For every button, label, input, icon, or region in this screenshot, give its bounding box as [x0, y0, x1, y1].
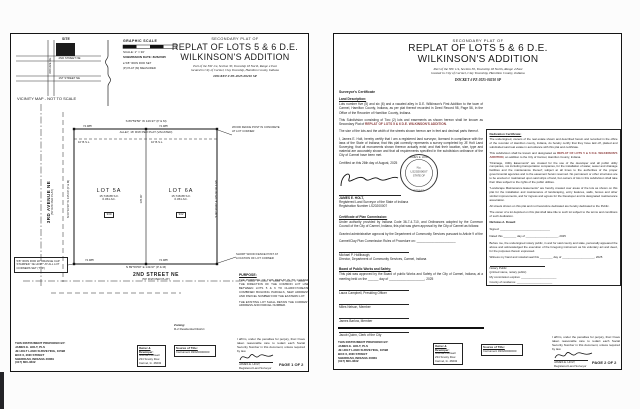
lot-6a-area-sf: 15,748.88 S.F. [171, 193, 191, 198]
dim-west: N 00°10'30" W 135.00' (P & M) [66, 179, 70, 219]
bearing-top: S 89°59'50" W 149.97' (P & M) [125, 119, 167, 123]
plat-page-1 [10, 33, 309, 372]
title-line-1: SECONDARY PLAT OF [211, 37, 259, 41]
title-subtitle-2: located in City of Carmel, Clay Township, Hamilton County, Indiana [431, 71, 525, 76]
page-number: PAGE 1 OF 2 [279, 362, 304, 367]
notary-witness-line: Witness my hand and notarial seal this ________ day of ____________________, 2025 [489, 255, 603, 260]
plan-commission-p3: Carmel/Clay Plan Commission Rules of Procedure on: ______________________ [339, 238, 456, 243]
owner-label: Owner & Developer: [139, 346, 154, 354]
bsl-left: 10' B.S.L. [78, 139, 91, 144]
title-line-1: SECONDARY PLAT OF [452, 38, 504, 43]
owner-developer-box [433, 343, 463, 365]
street-2nd-street-rw: (50' R/W PER PLAT) [142, 277, 170, 281]
signer-block [554, 360, 588, 368]
title-line-2: REPLAT OF LOTS 5 & 6 D.E. [408, 43, 548, 55]
prepared-line: SHERIDAN, INDIANA 46069 [15, 356, 54, 361]
docket-number: DOCKET # PZ-2025-00210 SP [454, 77, 502, 82]
prepared-line: THIS INSTRUMENT PREPARED BY: [338, 340, 389, 344]
graphic-scale-title: GRAPHIC SCALE [123, 39, 158, 43]
purpose-note [239, 273, 309, 308]
lot-5a-area-sf: 15,748.88 S.F. [99, 193, 119, 198]
prepared-line: (317) 800-4632 [338, 359, 359, 364]
note-fence-se: SHORT WOOD FENCE POST AT LOCATION OF LOT CORNER [236, 252, 279, 260]
street-2nd-street-name: 2ND STREET NE [133, 272, 179, 278]
plan-commission-heading: Certificate of Plan Commission: [339, 214, 388, 219]
land-description-p2 [339, 118, 483, 126]
dim-top-right: 74.985' [159, 124, 169, 128]
legend-iron-rod: ● 5/8" IRON ROD SET [123, 61, 152, 65]
p2-post: . [446, 122, 447, 127]
title-subtitle-1: Part of the NW 1/4, Section 30, Township 18 North, Range 4 East [433, 67, 523, 72]
dedication-owner-name: Nicholas A. Dowell [489, 220, 516, 225]
street-3rd-avenue-rw: (50' R/W PER PLAT) [50, 189, 55, 215]
certified-date: Certified on this 26th day of August, 2025 [339, 160, 398, 165]
owner-name: Joshua A Dowell [435, 351, 456, 356]
dedication-p3: "Drainage, Utility Easements" are created for the use of the developer and all public utility companies, not including transportation companies, for the installation of water, sewer and drainage facilities and the maintenance thereof; subject at all times to the authorities of the proper governmental agencies and to the easement herein reserved. No permanent or other structures are to be erected or maintained upon said strips of land, but owners of lots in this subdivision shall take their titles subject to the rights of the public utilities. [489, 160, 618, 185]
surveyor-signature [339, 168, 401, 192]
surveyor-statement: I, James E. Holt, hereby certify that I am a registered land surveyor, licensed in compliance with the laws of the State of Indiana; that this plat correctly represents a survey completed by JE Holt Land Surveying; that all monuments shown thereon actually exist; and that their location, size, type and material are accurately shown and that all requirements specified in the subdivision ordinance of the City of Carmel have been met. [339, 136, 483, 158]
plat-page-2 [333, 33, 622, 370]
lot-6a-label [153, 188, 209, 220]
surveyor-certificate-column [339, 90, 483, 338]
purpose-p2: THE EXISTING LOT SHALL RETAIN THE CURRENT ADDRESS AND PARCEL NUMBER. [239, 299, 309, 308]
lot-5a-label [81, 188, 137, 220]
land-description-heading: Land Description: [339, 96, 367, 101]
notary-county: County of residence: ______________________ [489, 280, 553, 285]
title-block-2 [391, 38, 565, 83]
dedication-p2 [490, 152, 618, 160]
surveyor-certificate-heading: Surveyor's Certificate [339, 90, 376, 94]
note-fence-ne: WOOD FENCE POST IN CONCRETE AT LOT CORNER [232, 125, 280, 133]
purpose-heading: PURPOSE: [239, 273, 257, 277]
seal-state: STATE OF [412, 174, 426, 178]
bpw-sign-1: Laura Campbell, Presiding Officer [339, 290, 409, 295]
hollibaugh-title: Director, Department of Community Services, Carmel, Indiana [339, 257, 427, 262]
section-line-symbol [106, 40, 111, 106]
seal-indiana: INDIANA [413, 188, 425, 193]
title-block [163, 37, 307, 78]
prepared-line: THIS INSTRUMENT PREPARED BY: [15, 341, 66, 345]
dim-bot-left: 74.985' [85, 257, 95, 262]
vicinity-site-label: SITE [62, 37, 70, 41]
dedication-signed-line: Signed: _______________________________ [489, 227, 550, 232]
prepared-line: JE HOLT LAND SURVEYING, 10598 [338, 347, 389, 352]
notary-paragraph: Before me, the undersigned notary public, in and for said county and state, personally appeared the above and acknowledged the execution of the foregoing instrument as his voluntary act and deed, for the purposes therein expressed. [489, 241, 618, 254]
dedication-heading: Dedication Certificate: [489, 131, 522, 136]
dim-bot-right: 74.985' [159, 257, 169, 262]
redaction-affirmation: I affirm, under the penalties for perjury, that I have taken reasonable care to redact each Social Security Number in this document, unless required by law. [552, 335, 620, 351]
vicinity-street-3rd-ave: 3RD AVE NE [48, 57, 53, 74]
zoning-block [174, 324, 224, 332]
surveyor-registration: Registration Number LS20200007 [339, 204, 388, 209]
bpw-sign-4: Jacob Quinn, Clerk of the City [339, 332, 409, 337]
seal-no: No. [416, 165, 422, 170]
zoning-value: R-2 Residential District [174, 326, 205, 331]
site-marker [56, 43, 75, 56]
source-instrument: Instrument #2020000000 [176, 349, 210, 354]
dedication-dated-line: Dated this ________ day of ____________________, 2025 [489, 234, 566, 239]
title-line-2: REPLAT OF LOTS 5 & 6 D.E. [171, 41, 299, 52]
p2-pre: This subdivision shall be known and designated as [489, 150, 558, 155]
signer-title: Registered Land Surveyor [239, 365, 272, 370]
source-label: Source of Title: [483, 345, 505, 349]
street-2nd-street [111, 272, 201, 282]
street-3rd-avenue [46, 167, 56, 237]
vicinity-street-1st: 1ST STREET NE [58, 75, 81, 80]
owner-city: Carmel, In. 46032 [139, 360, 162, 365]
lot-6a-name: LOT 6A [168, 188, 194, 194]
page-number: PAGE 2 OF 2 [592, 360, 617, 365]
owner-developer-box [137, 345, 166, 367]
p2-post: , an addition to the City of Carmel, Hamilton County, Indiana. [503, 154, 582, 159]
dedication-p1: The undersigned, owners of the real estate shown and described herein and recorded in the office of the recorder of Hamilton county, Indiana, do hereby certify that they have laid off, platted and subdivided said real estate in accordance with this plat and certificate. [489, 136, 618, 149]
lot-6a-area-ac: 0.361 AC. [174, 197, 188, 202]
dim-top-left: 74.985' [83, 124, 93, 128]
prepared-line: JAMES E. HOLT, PLS [338, 343, 368, 348]
title-line-3: WILKINSON'S ADDITION [180, 52, 290, 62]
prepared-line: BOX 6, 2ND STREET [338, 351, 368, 356]
bpw-sign-2: Miles Nelson, Member [339, 304, 409, 309]
hollibaugh-name: Michael P. Hollibaugh, [339, 253, 371, 258]
notary-commission: My commission expires: ______________________ [489, 275, 557, 280]
bpw-sign-3: James Barlow, Member [339, 318, 409, 323]
prepared-line: JAMES E. HOLT, PLS [15, 344, 45, 349]
purpose-p1: THE PURPOSE OF THIS REPLAT IS TO CHANGE THE DIRECTION OF THE COMMON LOT LINE BETWEEN LOTS 5 & 6 TO CLARIFY/CREATE COMBINED BUILDING PARCELS, NEW ADDRESS AND PARCEL NUMBER FOR THE EASTERN LOT. [239, 277, 309, 298]
source-of-title-box [481, 344, 523, 356]
submission-date: SUBMISSION DATE: 8/26/2025 [123, 54, 166, 59]
p2-pre: This Subdivision consisting of Two (2) lots and easements as shown hereon shall be known as Secondary Plat of [339, 117, 483, 127]
dim-east: S 00°10'30" E 135.00' (P & M) [214, 180, 218, 218]
plan-commission-p1: Under authority provided by Indiana Code 36-7-4-710, and Ordinances adopted by the Common Council of the City of Carmel, Indiana, this plat was given approval by the City of Carmel as follows: [339, 220, 483, 229]
dim-mid: 135.00' [139, 194, 143, 204]
lot-6a-address-tag: 332 [176, 212, 186, 218]
dedication-p5: All streets shown on this plat and not heretofore dedicated are hereby dedicated to the Public. [489, 203, 610, 208]
owner-label: Owner & Developer: [435, 344, 450, 352]
prepared-line: (317) 800-4632 [15, 360, 36, 365]
left-edge-artifact [0, 372, 4, 409]
source-instrument: Instrument #2020000000 [483, 348, 517, 353]
land-description-p3: The size of the lots and the width of the streets shown hereon are in feet and decimal parts thereof. [339, 129, 479, 134]
title-line-3: WILKINSON'S ADDITION [417, 54, 539, 66]
prepared-line: SHERIDAN, INDIANA 46069 [338, 355, 377, 360]
owner-name: Joshua A Dowell [139, 353, 160, 358]
signer-title: Registered Land Surveyor [554, 363, 587, 368]
left-column-rule [338, 327, 484, 329]
bpw-p1: This plat was approved by the Board of public Works and Safety of the City of Carmel, Indiana, at a meeting held on the ______ day of ____________________, 2025 [339, 272, 483, 281]
surveyor-seal-stamp [397, 151, 441, 195]
prepared-line: BOX 6, 2ND STREET [15, 352, 45, 357]
surveyor-title: Registered Land Surveyor of the State of Indiana [339, 200, 409, 205]
dedication-p4: "Landscape Maintenance Easements" are hereby created over areas of the lots as shown on this plat for the installation and maintenance of landscaping, entry features, walls, fences and other similar improvements, and for ingress and egress for the Developer and its designated maintenance association. [489, 186, 618, 202]
notary-signature-line: Notary Public [490, 266, 545, 271]
vicinity-caption: VICINITY MAP - NOT TO SCALE [17, 96, 77, 101]
seal-reg: LS20200007 [410, 169, 428, 174]
plan-commission-p2: Granted administrative approval by the Department of Community Services pursuant to Article 9 of the [339, 231, 483, 236]
signer-block [239, 362, 273, 370]
signer-name: JAMES E. HOLT, [239, 362, 261, 366]
zoning-label: Zoning: [174, 323, 185, 327]
owner-city: Carmel, In. 46032 [435, 358, 458, 363]
prepared-by-block [15, 342, 77, 365]
redaction-affirmation: I affirm, under the penalties for perjury, that I have taken reasonable care to redact each Social Security Number in this document, unless required by law. [237, 337, 305, 353]
legend-plat-measured: (P) PLAT (M) MEASURED [123, 66, 156, 70]
bearing-bottom: N 89°59'50" E 149.97' (P & M) [125, 264, 167, 269]
docket-number: DOCKET # PZ-2025-00210 SP [213, 74, 257, 79]
surveyor-name: JAMES E. HOLT, [339, 195, 364, 200]
seal-ring-text: JAMES E. HOLT [409, 155, 429, 159]
lot-5a-address-tag: 330 [104, 212, 114, 218]
prepared-by-block [338, 341, 400, 364]
source-of-title-box [174, 345, 216, 357]
dedication-p6: The owner of a lot depicted on this plat shall take title to such lot subject to the terms and conditions of such dedication. [489, 209, 618, 218]
owner-street: 234 Smoky Row [139, 356, 160, 361]
lot-5a-name: LOT 5A [96, 188, 122, 194]
prepared-line: JE HOLT LAND SURVEYING, 10598 [15, 348, 66, 353]
land-description-p1: Lots number five (5) and six (6) and a vacated alley in D.E. Wilkinson's First Addition to the town of Carmel, Hamilton County, Indiana, as per plat thereof recorded in Deed Record 98, Page 56, in the Office of the Recorder of Hamilton County, Indiana. [339, 102, 483, 115]
dedication-certificate-box [486, 129, 621, 286]
bpw-heading: Board of Public Works and Safety: [339, 266, 392, 271]
source-label: Source of Title: [176, 346, 198, 350]
alley-label: ALLEY, 16' R/W PER PLAT (VACATED) [119, 129, 173, 134]
notary-printed-name: (printed name, notary public) [489, 269, 527, 274]
bsl-right: 10' B.S.L. [151, 139, 164, 144]
note-iron-rod-sw: 5/8" IRON ROD W/ ORANGE CAP STAMPED "JE HOLT" AT ALL LOT CORNERS SET (TYP.) [14, 257, 68, 273]
replat-name-red: REPLAT OF LOTS 5 & 6 D.E. WILKINSON'S ADDITION [365, 122, 447, 127]
lot-5a-area-ac: 0.361 AC. [102, 197, 116, 202]
owner-street: 234 Smoky Row [435, 354, 456, 359]
street-3rd-avenue-name: 3RD AVENUE NE [46, 180, 51, 224]
vicinity-street-2nd: 2ND STREET NE [58, 55, 81, 60]
title-subtitle-1: Part of the NW 1/4, Section 30, Township 18 North, Range 4 East [193, 63, 277, 68]
replat-name-red: REPLAT OF LOTS 5 & 6 D.E. WILKINSON'S ADDITION [489, 150, 618, 159]
signer-name: JAMES E. HOLT, [554, 360, 576, 364]
scale-ratio: SCALE: 1" = 30' [123, 49, 145, 54]
title-subtitle-2: located in City of Carmel, Clay Township, Hamilton County, Indiana [191, 67, 279, 72]
